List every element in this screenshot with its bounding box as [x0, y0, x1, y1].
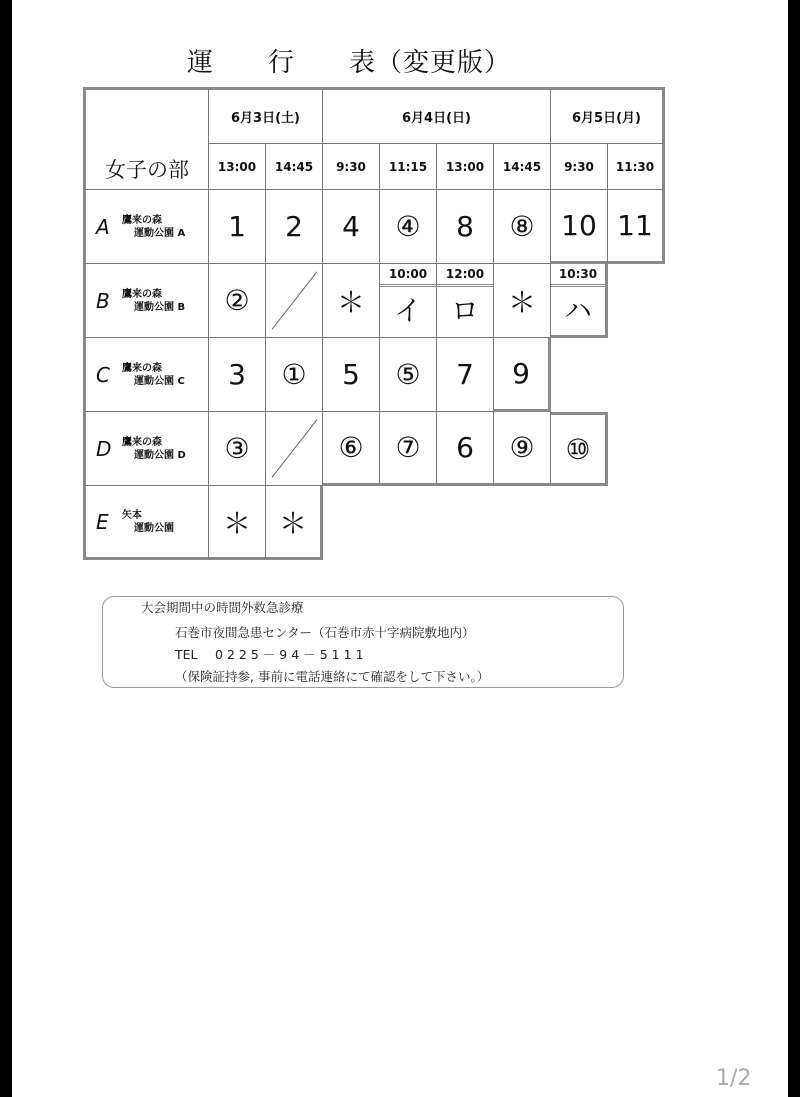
match-cell: 10	[551, 190, 608, 264]
match-cell: ＊	[494, 264, 551, 338]
time-header: 9:30	[551, 144, 608, 190]
match-id: ロ	[450, 294, 479, 327]
match-cell: ⑥	[323, 412, 380, 486]
venue-letter: C	[96, 362, 110, 387]
time-header: 14:45	[494, 144, 551, 190]
match-cell: 3	[209, 338, 266, 412]
notice-center: 石巻市夜間急患センター（石巻市赤十字病院敷地内）	[175, 625, 475, 640]
notice-phone	[175, 644, 368, 666]
match-cell: ⑩	[551, 412, 608, 486]
notice-note: （保険証持参, 事前に電話連絡にて確認をして下さい。）	[175, 669, 490, 684]
match-cell: ⑤	[380, 338, 437, 412]
match-cell: 4	[323, 190, 380, 264]
venue-name: 鷹来の森	[122, 362, 162, 374]
page-number: 1/2	[716, 1066, 752, 1091]
emergency-notice	[102, 596, 624, 688]
venue-e	[83, 486, 209, 560]
document-page	[12, 0, 788, 1097]
venue-letter: D	[96, 436, 112, 461]
venue-letter: B	[96, 288, 110, 313]
venue-name: 鷹来の森	[122, 288, 162, 300]
match-cell	[380, 264, 437, 338]
venue-name-sub: 運動公園 A	[134, 227, 186, 239]
match-cell	[551, 264, 608, 338]
match-cell: ⑧	[494, 190, 551, 264]
venue-letter: E	[96, 509, 109, 534]
match-cell: ⑨	[494, 412, 551, 486]
venue-c	[83, 338, 209, 412]
venue-a	[83, 190, 209, 264]
match-cell: ③	[209, 412, 266, 486]
match-time: 12:00	[437, 264, 493, 287]
match-cell: 1	[209, 190, 266, 264]
match-cell: ＊	[209, 486, 266, 560]
venue-name: 鷹来の森	[122, 214, 162, 226]
match-cell: 9	[494, 338, 551, 412]
no-match-slash	[266, 264, 323, 338]
date-header-1: 6月3日(土)	[209, 87, 323, 144]
match-cell: ②	[209, 264, 266, 338]
venue-name: 矢本	[122, 509, 142, 521]
division-label: 女子の部	[83, 87, 209, 190]
date-header-3: 6月5日(月)	[551, 87, 665, 144]
time-header: 14:45	[266, 144, 323, 190]
match-cell: ①	[266, 338, 323, 412]
venue-name: 鷹来の森	[122, 436, 162, 448]
match-cell: 7	[437, 338, 494, 412]
venue-name-sub: 運動公園	[134, 522, 174, 534]
time-header: 11:30	[608, 144, 665, 190]
match-cell: 8	[437, 190, 494, 264]
match-cell: ⑦	[380, 412, 437, 486]
date-header-2: 6月4日(日)	[323, 87, 551, 144]
venue-b	[83, 264, 209, 338]
notice-heading: 大会期間中の時間外救急診療	[141, 600, 304, 615]
match-cell: 6	[437, 412, 494, 486]
match-time: 10:30	[551, 264, 605, 287]
time-header: 13:00	[209, 144, 266, 190]
time-header: 9:30	[323, 144, 380, 190]
time-header: 11:15	[380, 144, 437, 190]
match-cell: ＊	[266, 486, 323, 560]
match-cell	[437, 264, 494, 338]
no-match-slash	[266, 412, 323, 486]
page-title: 運 行 表（変更版）	[187, 48, 512, 78]
match-cell: ④	[380, 190, 437, 264]
match-cell: 5	[323, 338, 380, 412]
venue-name-sub: 運動公園 B	[134, 301, 186, 313]
venue-name-sub: 運動公園 D	[134, 449, 186, 461]
tel-number: 0225－94－5111	[215, 647, 368, 662]
match-cell: 2	[266, 190, 323, 264]
venue-name-sub: 運動公園 C	[134, 375, 185, 387]
venue-d	[83, 412, 209, 486]
schedule-table	[83, 87, 665, 560]
tel-label: TEL	[175, 647, 198, 662]
match-time: 10:00	[380, 264, 436, 287]
match-cell: ＊	[323, 264, 380, 338]
time-header: 13:00	[437, 144, 494, 190]
match-id: ハ	[563, 294, 592, 327]
venue-letter: A	[96, 214, 110, 239]
match-id: イ	[393, 294, 422, 327]
match-cell: 11	[608, 190, 665, 264]
